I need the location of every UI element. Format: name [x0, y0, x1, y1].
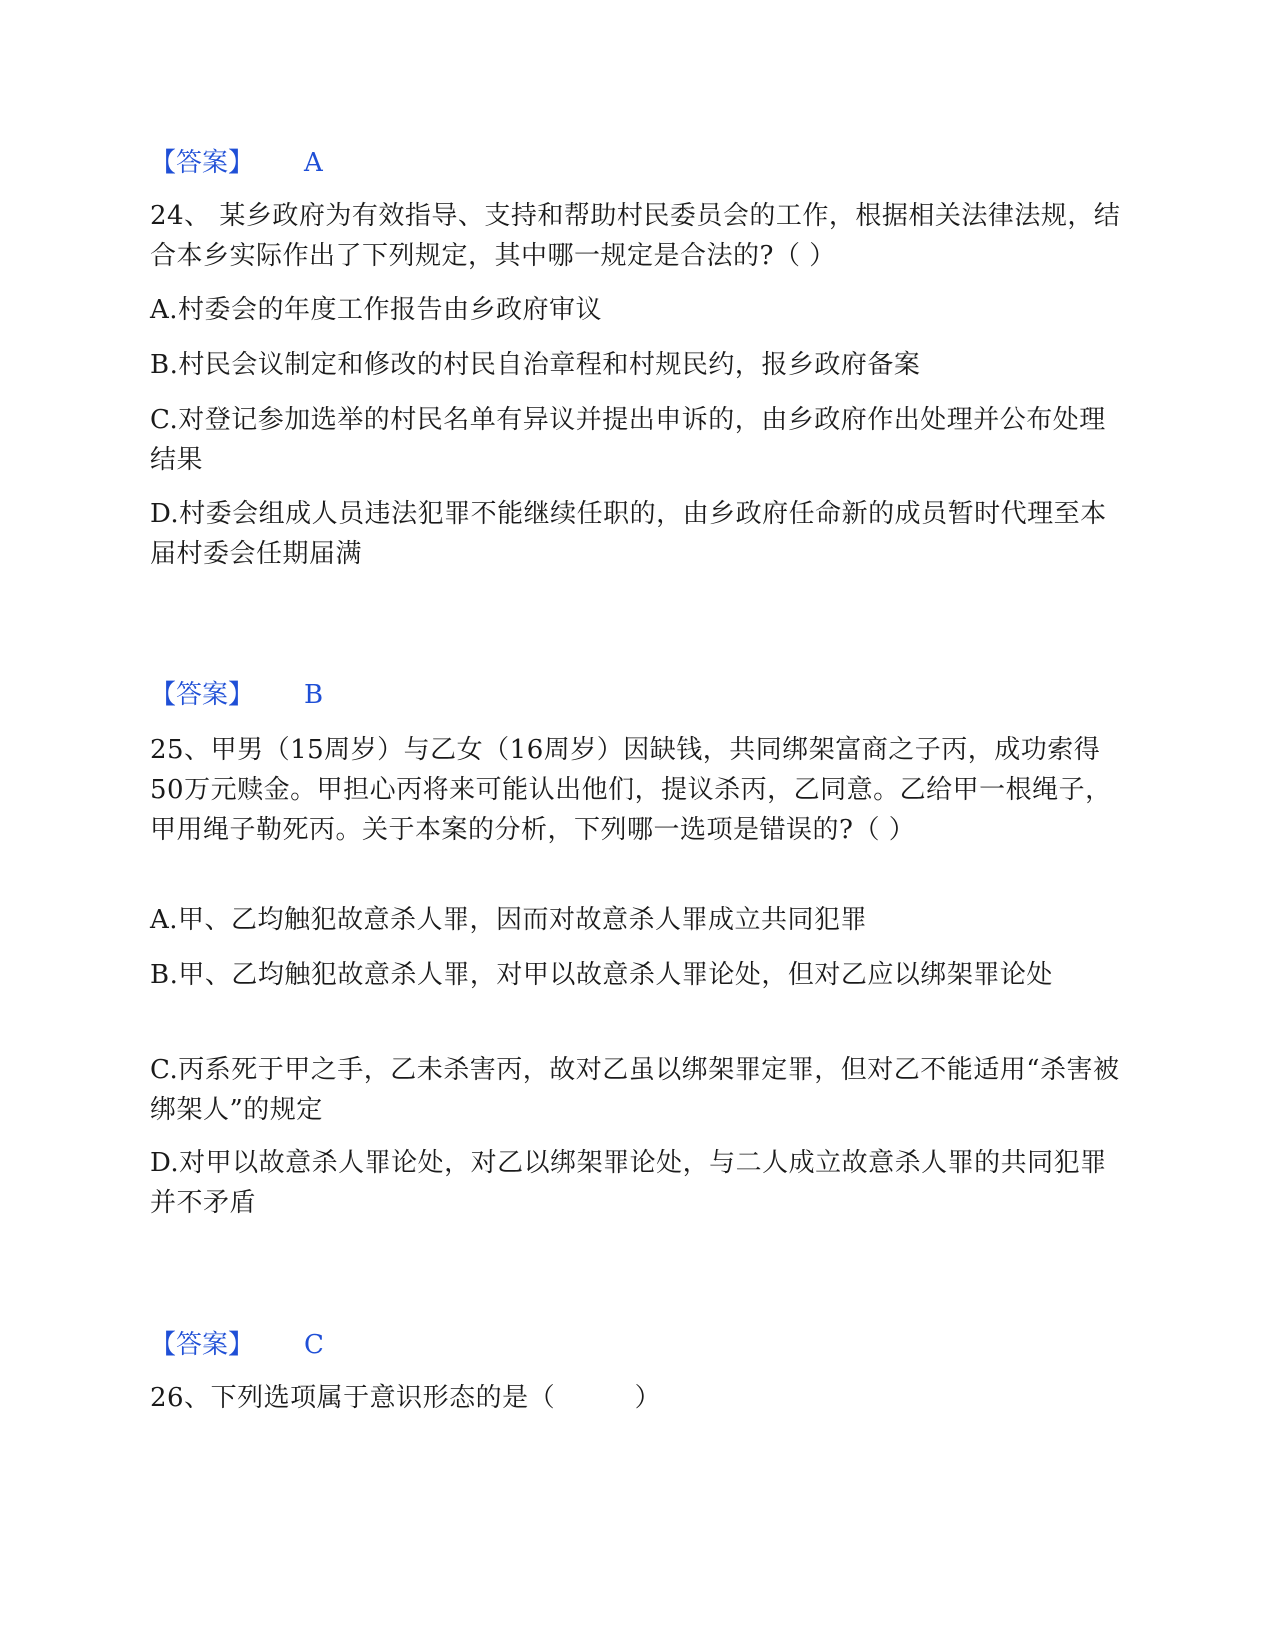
answer-label: 【答案】 — [150, 680, 255, 710]
question-stem: 25、甲男（15周岁）与乙女（16周岁）因缺钱，共同绑架富商之子丙，成功索得50万元赎金。甲担心丙将来可能认出他们，提议杀丙，乙同意。乙给甲一根绳子，甲用绳子勒死丙。关于本案的分析，下列哪一选项是错误的?（ ） — [150, 735, 1112, 845]
answer-value: C — [304, 1330, 324, 1360]
option-c: C.对登记参加选举的村民名单有异议并提出申诉的，由乡政府作出处理并公布处理结果 — [150, 405, 1106, 475]
answer-row — [150, 1328, 324, 1362]
question-stem: 26、下列选项属于意识形态的是（ ） — [150, 1383, 662, 1413]
answer-row — [150, 146, 323, 180]
question-stem: 24、 某乡政府为有效指导、支持和帮助村民委员会的工作，根据相关法律法规，结合本乡实际作出了下列规定，其中哪一规定是合法的?（ ） — [150, 201, 1121, 271]
answer-value: B — [304, 680, 324, 710]
option-b: B.村民会议制定和修改的村民自治章程和村规民约，报乡政府备案 — [150, 350, 921, 380]
answer-label: 【答案】 — [150, 148, 255, 178]
answer-value: A — [304, 148, 323, 178]
answer-label: 【答案】 — [150, 1330, 255, 1360]
option-b: B.甲、乙均触犯故意杀人罪，对甲以故意杀人罪论处，但对乙应以绑架罪论处 — [150, 960, 1053, 990]
option-d: D.村委会组成人员违法犯罪不能继续任职的，由乡政府任命新的成员暂时代理至本届村委会任期届满 — [150, 499, 1107, 569]
answer-row — [150, 678, 323, 712]
option-d: D.对甲以故意杀人罪论处，对乙以绑架罪论处，与二人成立故意杀人罪的共同犯罪并不矛盾 — [150, 1148, 1107, 1218]
option-a: A.村委会的年度工作报告由乡政府审议 — [150, 295, 603, 325]
option-a: A.甲、乙均触犯故意杀人罪，因而对故意杀人罪成立共同犯罪 — [150, 905, 868, 935]
option-c: C.丙系死于甲之手，乙未杀害丙，故对乙虽以绑架罪定罪，但对乙不能适用“杀害被绑架人”的规定 — [150, 1055, 1120, 1125]
